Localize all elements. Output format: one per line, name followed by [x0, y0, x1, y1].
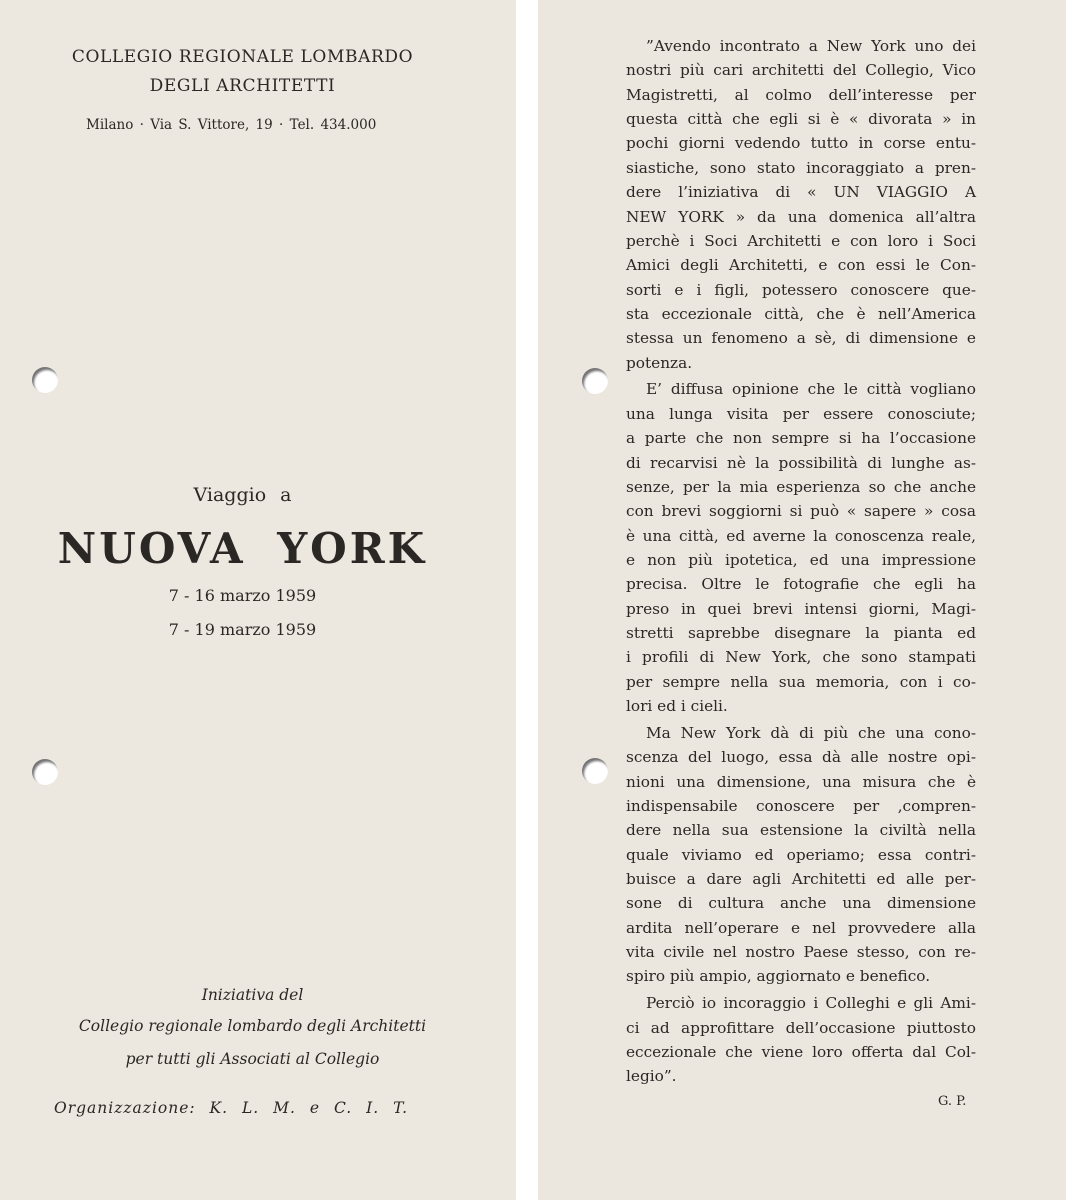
text-line: sorti e i figli, potessero conoscere que-	[626, 280, 976, 299]
text-line: Ma New York dà di più che una cono-	[646, 723, 976, 742]
text-line: vita civile nel nostro Paese stesso, con re-	[626, 943, 976, 961]
text-line: preso in quei brevi intensi giorni, Magi-	[626, 599, 976, 618]
initiative-line: per tutti gli Associati al Collegio	[125, 1050, 380, 1068]
text-line: stretti saprebbe disegnare la pianta ed	[626, 623, 976, 642]
text-line: NEW YORK » da una domenica all’altra	[626, 207, 976, 226]
text-line: a parte che non sempre si ha l’occasione	[626, 429, 976, 448]
text-line: ardita nell’operare e nel provvedere alla	[626, 918, 976, 937]
text-line: scenza del luogo, essa dà alle nostre opi-	[626, 748, 976, 767]
text-line: con brevi soggiorni si può « sapere » cosa	[626, 502, 976, 521]
date-line: 7 - 16 marzo 1959	[168, 586, 317, 605]
initiative-line: Collegio regionale lombardo degli Architetti	[78, 1017, 427, 1035]
text-line: Amici degli Architetti, e con essi le Con-	[626, 256, 976, 275]
address: Milano · Via S. Vittore, 19 · Tel. 434.000	[86, 117, 377, 133]
text-line: sone di cultura anche una dimensione	[626, 894, 976, 913]
text-line: i profili di New York, che sono stampati	[626, 648, 976, 667]
text-line: pochi giorni vedendo tutto in corse entu-	[626, 134, 976, 153]
title-destination: NUOVA YORK	[57, 524, 428, 573]
text-line: di recarvisi nè la possibilità di lunghe as-	[626, 453, 976, 472]
text-line: per sempre nella sua memoria, con i co-	[626, 672, 976, 691]
text-line: siastiche, sono stato incoraggiato a pren-	[626, 158, 976, 177]
text-line: nostri più cari architetti del Collegio, Vico	[626, 61, 976, 80]
text-line: dere l’iniziativa di « UN VIAGGIO A	[626, 183, 976, 202]
text-line: precisa. Oltre le fotografie che egli ha	[626, 575, 976, 594]
text-line: una lunga visita per essere conosciute;	[626, 404, 976, 423]
header-line-2: DEGLI ARCHITETTI	[149, 76, 336, 96]
text-line: buisce a dare agli Architetti ed alle per-	[626, 869, 976, 888]
organization: Organizzazione: K. L. M. e C. I. T.	[54, 1099, 409, 1117]
text-line: indispensabile conoscere per ‚compren-	[626, 796, 976, 815]
text-line: quale viviamo ed operiamo; essa contri-	[626, 845, 976, 864]
title-label: Viaggio a	[193, 484, 292, 506]
text-line: eccezionale che viene loro offerta dal Col-	[626, 1042, 976, 1061]
text-line: nioni una dimensione, una misura che è	[626, 772, 976, 791]
text-line: questa città che egli si è « divorata » in	[626, 110, 976, 129]
text-line: ”Avendo incontrato a New York uno dei	[646, 37, 976, 55]
text-line: è una città, ed averne la conoscenza reale,	[626, 526, 976, 545]
punch-hole	[32, 759, 58, 785]
date-line: 7 - 19 marzo 1959	[168, 620, 317, 639]
text-line: dere nella sua estensione la civiltà nella	[626, 821, 976, 840]
text-line: stessa un fenomeno a sè, di dimensione e	[626, 329, 976, 348]
text-line: perchè i Soci Architetti e con loro i Soci	[626, 231, 976, 250]
text-line: lori ed i cieli.	[626, 697, 728, 715]
punch-hole	[582, 758, 608, 784]
text-line: sta eccezionale città, che è nell’America	[626, 304, 976, 323]
text-line: spiro più ampio, aggiornato e benefico.	[626, 967, 931, 986]
text-line: Magistretti, al colmo dell’interesse per	[626, 85, 976, 104]
text-line: E’ diffusa opinione che le città vogliano	[646, 380, 976, 399]
text-line: legio”.	[626, 1067, 677, 1086]
text-line: ci ad approfittare dell’occasione piuttosto	[626, 1018, 976, 1037]
punch-hole	[32, 367, 58, 393]
signature: G. P.	[938, 1094, 967, 1109]
text-line: senze, per la mia esperienza so che anche	[626, 477, 976, 496]
text-line: Perciò io incoraggio i Colleghi e gli Ami-	[646, 994, 976, 1013]
initiative-line: Iniziativa del	[201, 986, 304, 1004]
text-line: potenza.	[626, 353, 693, 372]
header-line-1: COLLEGIO REGIONALE LOMBARDO	[71, 47, 414, 67]
text-line: e non più ipotetica, ed una impressione	[626, 550, 976, 569]
punch-hole	[582, 368, 608, 394]
